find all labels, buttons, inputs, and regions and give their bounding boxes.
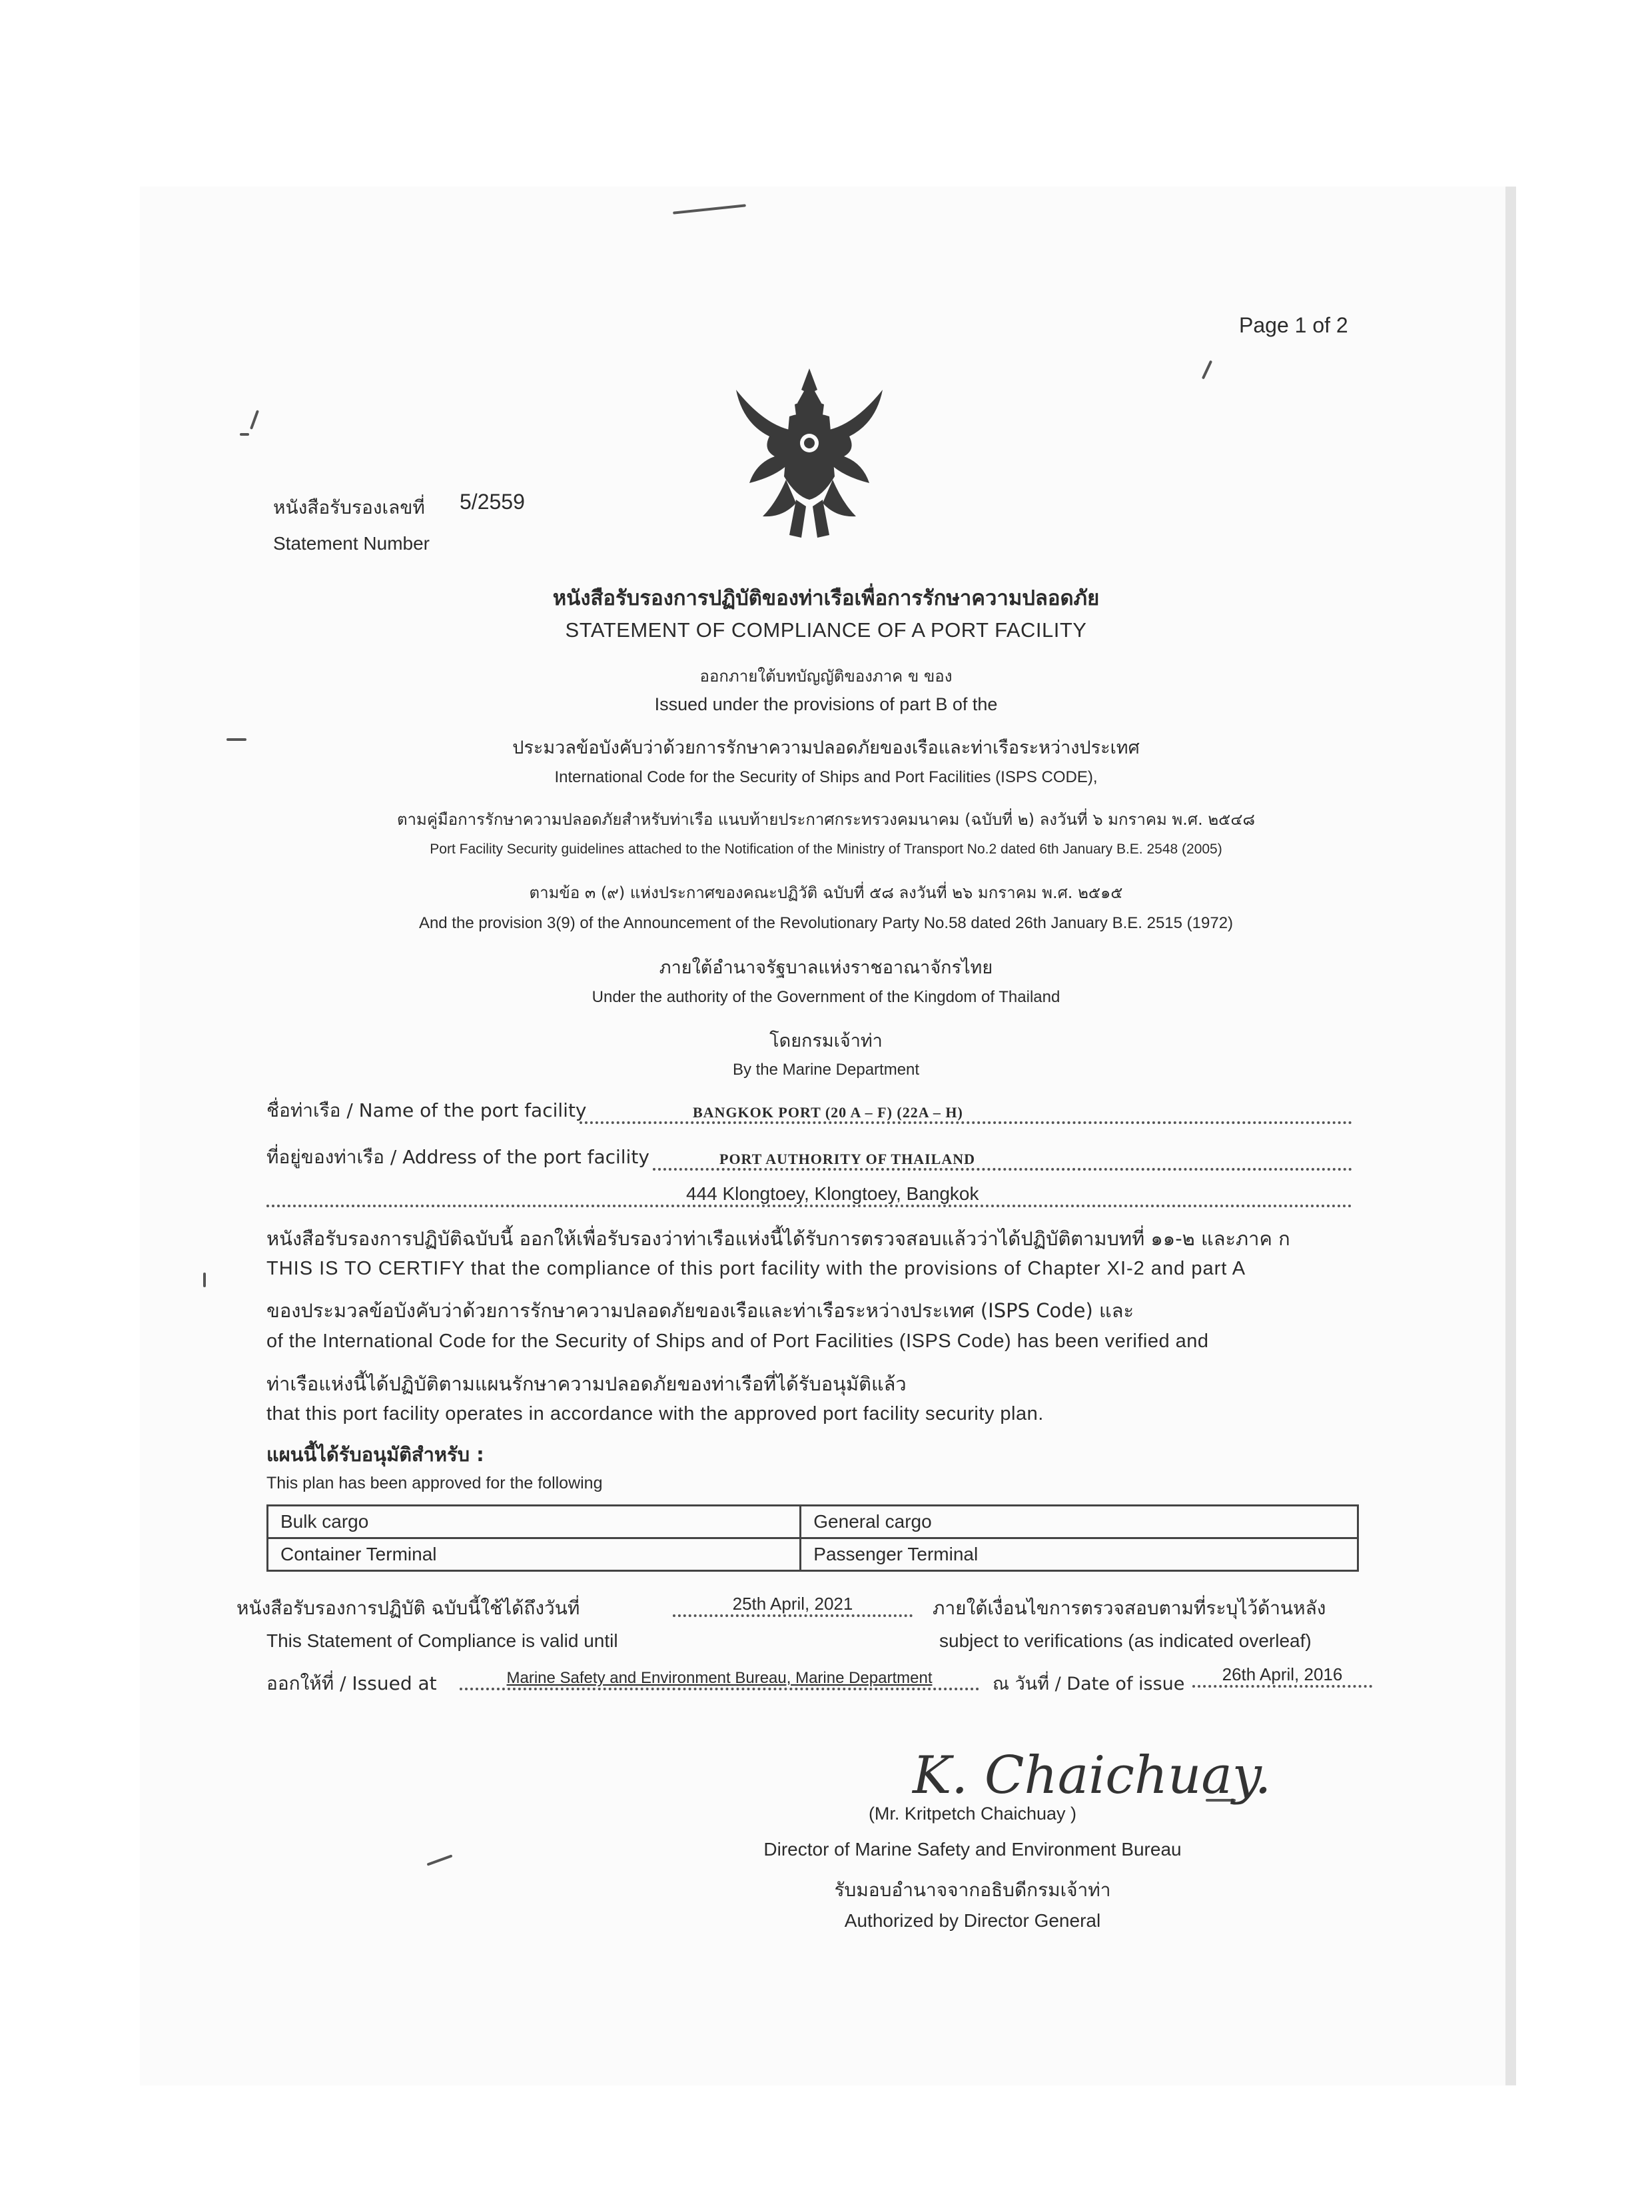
subject-en: subject to verifications (as indicated overleaf) <box>939 1630 1312 1651</box>
delegation-th: รับมอบอำนาจจากอธิบดีกรมเจ้าท่า <box>834 1879 1111 1901</box>
cargo-table <box>266 1504 1359 1572</box>
statement-number-label-en: Statement Number <box>273 533 430 554</box>
issued-at-value: Marine Safety and Environment Bureau, Marine Department <box>460 1669 979 1690</box>
table-row <box>268 1506 1358 1538</box>
scan-mark <box>240 433 249 436</box>
valid-until-th: หนังสือรับรองการปฏิบัติ ฉบับนี้ใช้ได้ถึงวันที่ <box>236 1597 580 1619</box>
cert-line3-th: ท่าเรือแห่งนี้ได้ปฏิบัติตามแผนรักษาความปลอดภัยของท่าเรือที่ได้รับอนุมัติแล้ว <box>266 1373 907 1395</box>
guide-th: ตามคู่มือการรักษาความปลอดภัยสำหรับท่าเรือ แนบท้ายประกาศกระทรวงคมนาคม (ฉบับที่ ๒) ลงวันที่ ๖ มกราคม พ.ศ. ๒๕๔๘ <box>396 810 1256 829</box>
dotted-line <box>580 1121 1352 1124</box>
provision-en: And the provision 3(9) of the Announcement of the Revolutionary Party No.58 dated 26th January B.E. 2515 (1972) <box>418 914 1234 932</box>
issued-at-label: ออกให้ที่ / Issued at <box>266 1672 437 1694</box>
statement-number-label-th: หนังสือรับรองเลขที่ <box>273 496 425 518</box>
title-th: หนังสือรับรองการปฏิบัติของท่าเรือเพื่อการรักษาความปลอดภัย <box>552 586 1100 610</box>
issue-date-label: ณ วันที่ / Date of issue <box>993 1674 1185 1694</box>
table-cell: General cargo <box>801 1506 1358 1538</box>
signatory-name: (Mr. Kritpetch Chaichuay ) <box>868 1804 1077 1824</box>
code-en: International Code for the Security of Ships and Port Facilities (ISPS CODE), <box>554 768 1098 786</box>
valid-until-date: 25th April, 2021 <box>673 1594 913 1617</box>
dotted-line <box>653 1168 1352 1171</box>
cert-line1-th: หนังสือรับรองการปฏิบัติฉบับนี้ ออกให้เพื่อรับรองว่าท่าเรือแห่งนี้ได้รับการตรวจสอบแล้วว่าได้ปฏิบัติตามบทที่ ๑๑-๒ และภาค ก <box>266 1227 1290 1250</box>
subject-th: ภายใต้เงื่อนไขการตรวจสอบตามที่ระบุไว้ด้านหลัง <box>933 1597 1326 1619</box>
facility-name-value: BANGKOK PORT (20 A – F) (22A – H) <box>693 1104 963 1121</box>
facility-address-row <box>266 1143 1352 1176</box>
scan-mark <box>203 1273 206 1287</box>
by-en: By the Marine Department <box>732 1061 920 1079</box>
valid-until-en: This Statement of Compliance is valid until <box>266 1630 618 1651</box>
table-cell: Passenger Terminal <box>801 1538 1358 1571</box>
facility-address-label: ที่อยู่ของท่าเรือ / Address of the port facility <box>266 1146 649 1168</box>
code-th: ประมวลข้อบังคับว่าด้วยการรักษาความปลอดภัยของเรือและท่าเรือระหว่างประเทศ <box>512 738 1140 758</box>
provision-th: ตามข้อ ๓ (๙) แห่งประกาศของคณะปฏิวัติ ฉบับที่ ๕๘ ลงวันที่ ๒๖ มกราคม พ.ศ. ๒๕๑๕ <box>529 883 1123 902</box>
table-cell: Container Terminal <box>268 1538 801 1571</box>
issued-en: Issued under the provisions of part B of the <box>654 694 998 714</box>
signature: K. Chaichuay. <box>913 1746 1272 1806</box>
by-th: โดยกรมเจ้าท่า <box>769 1031 883 1051</box>
facility-name-label: ชื่อท่าเรือ / Name of the port facility <box>266 1099 587 1121</box>
facility-address-value-1: PORT AUTHORITY OF THAILAND <box>719 1151 976 1167</box>
authority-th: ภายใต้อำนาจรัฐบาลแห่งราชอาณาจักรไทย <box>659 957 993 978</box>
table-cell: Bulk cargo <box>268 1506 801 1538</box>
cert-line2-th: ของประมวลข้อบังคับว่าด้วยการรักษาความปลอดภัยของเรือและท่าเรือระหว่างประเทศ (ISPS Code) และ <box>266 1299 1134 1322</box>
title-en: STATEMENT OF COMPLIANCE OF A PORT FACILITY <box>565 618 1087 642</box>
facility-address-value-2: 444 Klongtoey, Klongtoey, Bangkok <box>686 1183 979 1204</box>
delegation-en: Authorized by Director General <box>844 1910 1101 1931</box>
signatory-title: Director of Marine Safety and Environment Bureau <box>763 1839 1182 1860</box>
facility-name-row <box>266 1096 1352 1129</box>
statement-number-value: 5/2559 <box>460 490 525 514</box>
authority-en: Under the authority of the Government of the Kingdom of Thailand <box>592 988 1060 1006</box>
cert-line3-en: that this port facility operates in accordance with the approved port facility security plan. <box>266 1403 1044 1424</box>
cert-line1-en: THIS IS TO CERTIFY that the compliance of this port facility with the provisions of Chapter XI-2 and part A <box>266 1258 1246 1279</box>
guide-en: Port Facility Security guidelines attached to the Notification of the Ministry of Transport No.2 dated 6th January B.E. 2548 (2005) <box>430 841 1222 857</box>
page-indicator: Page 1 of 2 <box>1239 313 1348 337</box>
issued-th: ออกภายใต้บทบัญญัติของภาค ข ของ <box>699 667 953 686</box>
cert-line2-en: of the International Code for the Security of Ships and of Port Facilities (ISPS Code) has been verified and <box>266 1331 1209 1352</box>
facility-address-row-2 <box>266 1179 1352 1213</box>
garuda-emblem-icon <box>723 363 896 543</box>
plan-en: This plan has been approved for the following <box>266 1474 603 1492</box>
issue-date-value: 26th April, 2016 <box>1192 1664 1372 1688</box>
table-row <box>268 1538 1358 1571</box>
dotted-line <box>266 1205 1352 1207</box>
plan-th: แผนนี้ได้รับอนุมัติสำหรับ : <box>266 1443 484 1466</box>
